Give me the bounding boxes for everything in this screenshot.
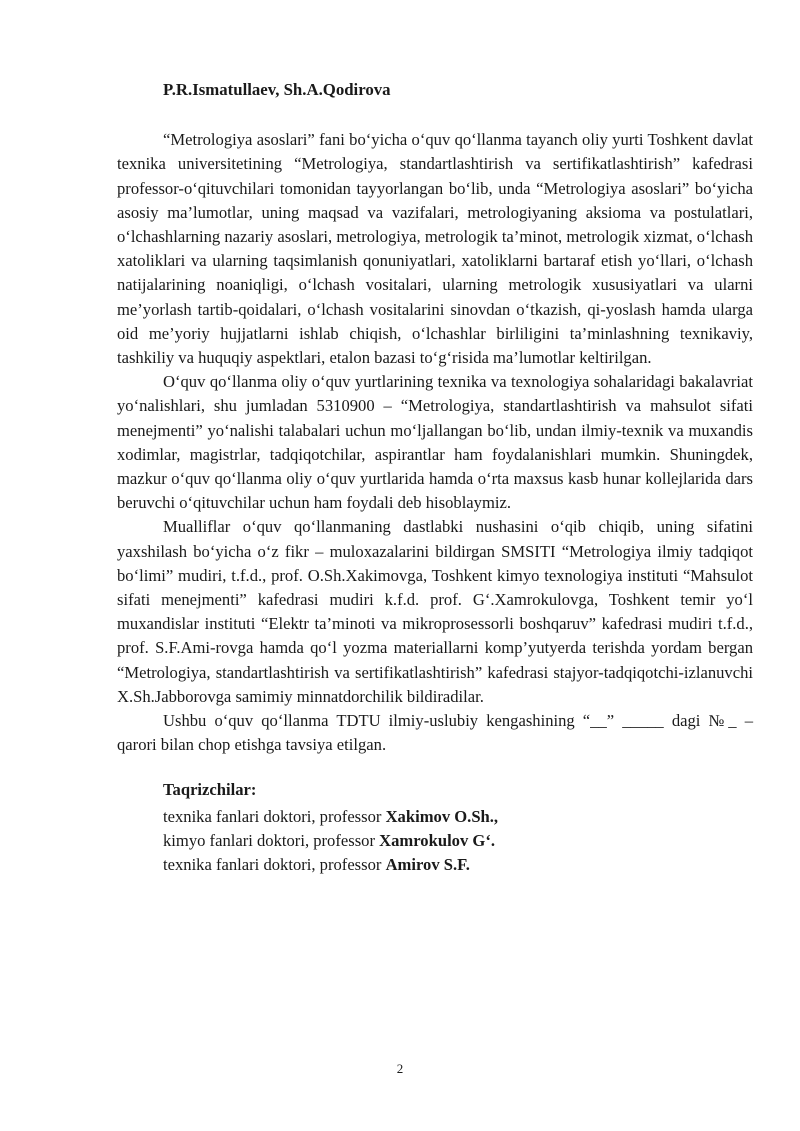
paragraph-audience: O‘quv qo‘llanma oliy o‘quv yurtlarining texnika va texnologiya sohalaridagi bakalavriat yo‘nalishlari, shu jumladan 5310900 – “Metrologiya, standartlashtirish va mahsulot sifati menejmenti” yo‘nalishi talabalari uchun mo‘ljallangan bo‘lib, undan ilmiy-texnik va muxandis xodimlar, magistrlar, tadqiqotchilar, aspirantlar ham foydalanishlari mumkin. Shuningdek, mazkur o‘quv qo‘llanma oliy o‘quv yurtlarida hamda o‘rta maxsus kasb hunar kollejlarida dars beruvchi o‘qituvchilar uchun ham foydali deb hisoblaymiz. [117, 372, 753, 513]
reviewer-name: Amirov S.F. [385, 855, 470, 875]
reviewer-title: texnika fanlari doktori, professor [163, 855, 386, 875]
paragraph-acknowledgements: Mualliflar o‘quv qo‘llanmaning dastlabki nushasini o‘qib chiqib, uning sifatini yaxshilash bo‘yicha o‘z fikr – muloxazalarini bildirgan SMSITI “Metrologiya ilmiy tadqiqot bo‘limi” mudiri, t.f.d., prof. O.Sh.Xakimovga, Toshkent kimyo texnologiya instituti “Mahsulot sifati menejmenti” kafedrasi mudiri k.f.d. prof. G‘.Xamrokulovga, Toshkent temir yo‘l muxandislar instituti “Elektr ta’minoti va mikroprosessorli boshqaruv” kafedrasi mudiri t.f.d., prof. S.F.Ami-rovga hamda qo‘l yozma materiallarni komp’yutyerda terishda yordam bergan “Metrologiya, standartlashtirish va sertifikatlashtirish” kafedrasi stajyor-tadqiqotchi-izlanuvchi X.Sh.Jabborovga samimiy minnatdorchilik bildiradilar. [117, 517, 753, 706]
reviewers-title: Taqrizchilar: [163, 780, 257, 800]
reviewers-block [163, 778, 753, 877]
paragraph-approval: Ushbu o‘quv qo‘llanma TDTU ilmiy-uslubiy kengashining “__” _____ dagi №_ – qarori bilan chop etishga tavsiya etilgan. [117, 711, 753, 755]
authors-heading: P.R.Ismatullaev, Sh.A.Qodirova [163, 80, 391, 99]
reviewer-name: Xakimov O.Sh., [385, 806, 499, 826]
page-number: 2 [396, 1061, 404, 1076]
reviewer-name: Xamrokulov G‘. [379, 830, 495, 850]
spacer [117, 102, 753, 128]
reviewer-title: texnika fanlari doktori, professor [163, 806, 386, 826]
reviewer-title: kimyo fanlari doktori, professor [163, 830, 380, 850]
reviewer-line [163, 853, 753, 877]
page-content [117, 70, 753, 877]
reviewer-line [163, 805, 753, 829]
reviewer-line [163, 829, 753, 853]
paragraph-intro: “Metrologiya asoslari” fani bo‘yicha o‘quv qo‘llanma tayanch oliy yurti Toshkent davlat texnika universitetining “Metrologiya, standartlashtirish va sertifikatlashtirish” kafedrasi professor-o‘qituvchilari tomonidan tayyorlangan bo‘lib, unda “Metrologiya asoslari” bo‘yicha asosiy ma’lumotlar, uning maqsad va vazifalari, metrologiyaning aksioma va postulatlari, o‘lchashlarning nazariy asoslari, metrologiya, metrologik ta’minot, metrologik xizmat, o‘lchash xatoliklari va ularning taqsimlanish qonuniyatlari, xatoliklarni bartaraf etish yo‘llari, o‘lchash natijalarining noaniqligi, o‘lchash vositalari, ularning metrologik xususiyatlari va ularni me’yorlash tartib-qoidalari, o‘lchash vositalarini sinovdan o‘tkazish, qi-yoslash hamda ularga oid me’yoriy hujjatlarni ishlab chiqish, o‘lchashlar birliligini ta’minlashning texnikaviy, tashkiliy va huquqiy aspektlari, etalon bazasi to‘g‘risida ma’lumotlar keltirilgan. [117, 130, 753, 368]
